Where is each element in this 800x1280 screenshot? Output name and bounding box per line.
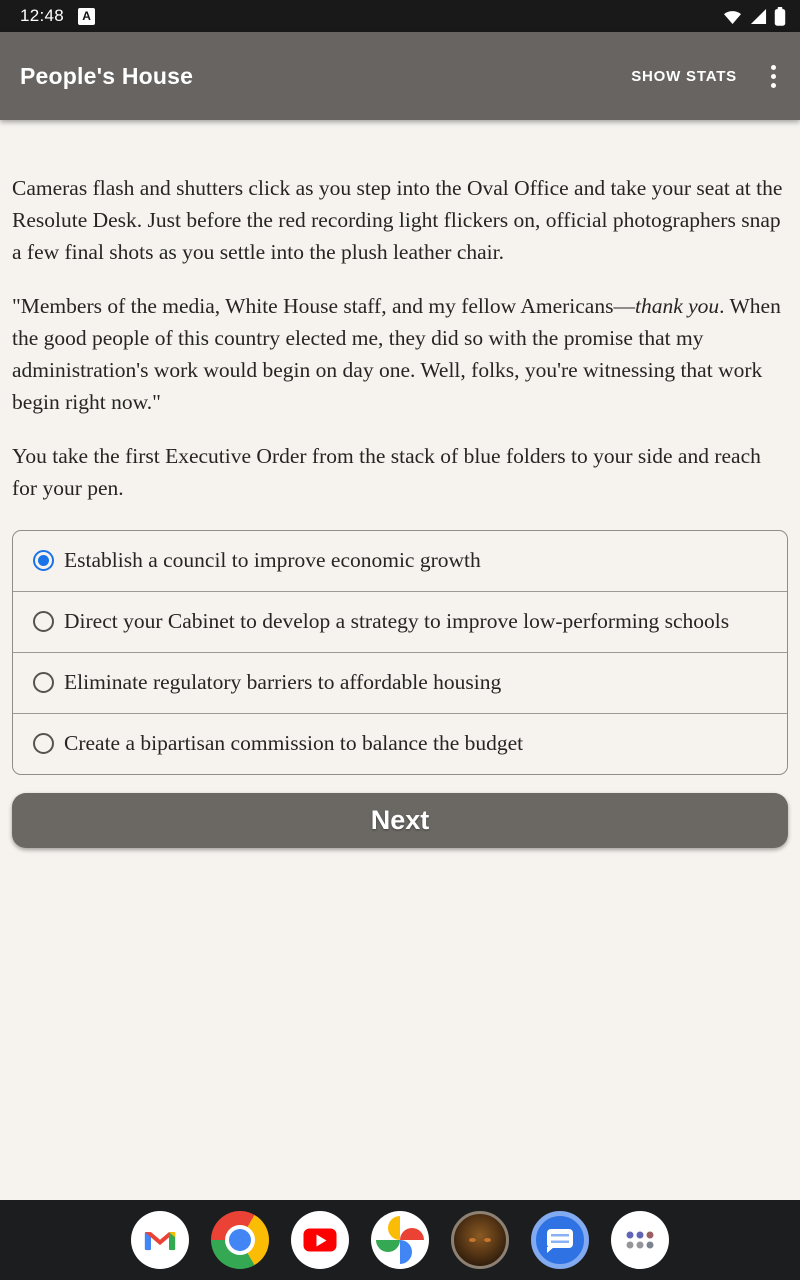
battery-icon	[774, 7, 786, 26]
choice-option-3[interactable]	[13, 652, 787, 713]
signal-icon	[750, 8, 767, 25]
radio-button[interactable]	[33, 550, 54, 571]
dock	[0, 1200, 800, 1280]
choice-option-1[interactable]	[13, 531, 787, 591]
profile-photo-icon[interactable]	[451, 1211, 509, 1269]
status-bar	[0, 0, 800, 32]
story-paragraph-2-text: . When the good people of this country elected me, they did so with the promise that my administration's work would begin on day one. Well, folks, you're witnessing that work begin right now."	[12, 294, 781, 414]
story-paragraph-2	[12, 290, 788, 418]
radio-button[interactable]	[33, 611, 54, 632]
wifi-icon	[722, 8, 743, 25]
notification-app-icon: A	[78, 8, 95, 25]
choice-list	[12, 530, 788, 775]
photos-icon[interactable]	[371, 1211, 429, 1269]
page-title: People's House	[20, 62, 194, 89]
chrome-icon[interactable]	[211, 1211, 269, 1269]
choice-label: Direct your Cabinet to develop a strategy to improve low-performing schools	[64, 609, 730, 633]
gmail-icon[interactable]	[131, 1211, 189, 1269]
photos-petal	[400, 1240, 412, 1264]
story-paragraph-2-italic: thank you	[634, 294, 720, 318]
app-drawer-icon[interactable]	[611, 1211, 669, 1269]
youtube-play-icon	[304, 1229, 337, 1252]
youtube-icon[interactable]	[291, 1211, 349, 1269]
photos-petal	[400, 1228, 424, 1240]
photos-petal	[388, 1216, 400, 1240]
choice-label: Eliminate regulatory barriers to affordable housing	[64, 670, 502, 694]
story-paragraph-1: Cameras flash and shutters click as you step into the Oval Office and take your seat at the Resolute Desk. Just before the red recording light flickers on, official photographers snap a few final shots as you settle into the plush leather chair.	[12, 176, 783, 264]
photos-petal	[376, 1240, 400, 1252]
messages-icon[interactable]	[531, 1211, 589, 1269]
story-paragraph-2-text: "Members of the media, White House staff, and my fellow Americans—	[12, 294, 635, 318]
show-stats-button[interactable]: SHOW STATS	[629, 62, 739, 91]
clock: 12:48	[20, 6, 65, 25]
choice-label: Establish a council to improve economic growth	[64, 548, 481, 572]
next-button[interactable]: Next	[12, 793, 788, 848]
message-bubble-icon	[547, 1229, 573, 1248]
radio-button[interactable]	[33, 733, 54, 754]
story-content	[0, 120, 800, 1200]
app-bar	[0, 32, 800, 120]
story-paragraph-3: You take the first Executive Order from the stack of blue folders to your side and reach for your pen.	[12, 444, 761, 500]
app-drawer-dots	[627, 1232, 654, 1249]
kebab-menu-icon[interactable]	[765, 61, 782, 92]
choice-option-4[interactable]	[13, 713, 787, 774]
app-bar-actions	[629, 61, 782, 92]
radio-button[interactable]	[33, 672, 54, 693]
choice-option-2[interactable]	[13, 591, 787, 652]
status-icons	[722, 7, 786, 26]
choice-label: Create a bipartisan commission to balance the budget	[64, 731, 524, 755]
